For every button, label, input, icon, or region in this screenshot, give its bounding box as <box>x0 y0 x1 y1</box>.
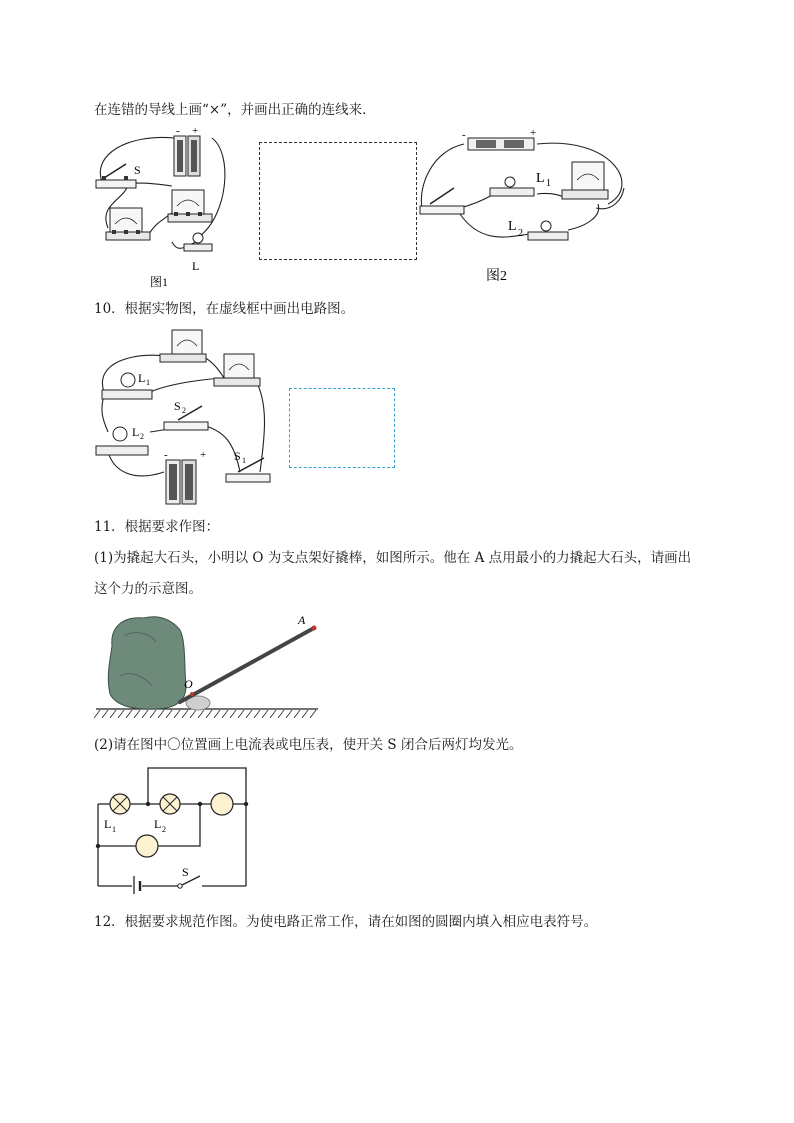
q10-s1-label: S <box>234 449 241 463</box>
q11-part1-line1: (1)为撬起大石头，小明以 O 为支点架好撬棒，如图所示。他在 A 点用最小的力撬起大石头，请画出 <box>94 550 692 566</box>
switch-icon <box>164 406 208 430</box>
fig1-switch-label: S <box>134 163 141 177</box>
q10-l1-sub: 1 <box>146 378 150 387</box>
q11-l2-label: L <box>154 817 162 831</box>
figure-2-circuit <box>412 126 638 286</box>
meter-icon <box>106 208 150 240</box>
switch-icon <box>96 164 136 188</box>
figure-1-circuit <box>88 124 238 292</box>
q10-minus-label: - <box>164 449 168 461</box>
lamp-l1-icon <box>110 794 130 814</box>
battery-icon <box>166 460 196 504</box>
q10-s2-label: S <box>174 399 181 413</box>
q11-l1-sub: 1 <box>112 825 116 834</box>
rock-icon <box>108 617 186 709</box>
meter-slot-right[interactable] <box>211 793 233 815</box>
battery-icon <box>468 138 534 150</box>
meter-icon <box>168 190 212 222</box>
q10-l2-sub: 2 <box>140 432 144 441</box>
switch-icon <box>420 188 464 214</box>
lamp-l2-icon <box>160 794 180 814</box>
fig1-minus-label: - <box>176 125 180 137</box>
meter-slot-middle[interactable] <box>136 835 158 857</box>
q11-circuit-diagram <box>94 764 254 894</box>
fig2-l2-label: L <box>508 219 517 234</box>
switch-icon <box>226 458 270 482</box>
meter-icon <box>160 330 206 362</box>
lamp-icon <box>490 177 534 196</box>
lever-figure <box>94 606 324 722</box>
q10-l1-label: L <box>138 371 146 385</box>
fig2-caption: 图2 <box>486 269 507 284</box>
q11-part2: (2)请在图中〇位置画上电流表或电压表，使开关 S 闭合后两灯均发光。 <box>94 737 523 753</box>
meter-icon <box>214 354 260 386</box>
lamp-icon <box>528 221 568 240</box>
lever-bar <box>180 628 314 702</box>
fig2-l1-label: L <box>536 171 545 186</box>
q10-answer-box[interactable] <box>289 388 395 468</box>
label-a: A <box>298 613 306 627</box>
fig1-caption: 图1 <box>150 275 169 289</box>
q11-l1-label: L <box>104 817 112 831</box>
q11-text: 11．根据要求作图： <box>94 519 220 535</box>
lamp-icon <box>184 233 212 251</box>
fig2-minus-label: - <box>462 129 466 141</box>
q12-text: 12．根据要求规范作图。为使电路正常工作，请在如图的圆圈内填入相应电表符号。 <box>94 914 598 930</box>
q11-part1-line2: 这个力的示意图。 <box>94 581 202 597</box>
q10-circuit-figure <box>94 322 274 508</box>
battery-icon <box>174 136 200 176</box>
q10-l2-label: L <box>132 425 140 439</box>
meter-icon <box>562 162 608 199</box>
q10-s2-sub: 2 <box>182 406 186 415</box>
q10-s1-sub: 1 <box>242 456 246 465</box>
label-o: O <box>184 677 193 691</box>
q10-plus-label: + <box>200 449 207 461</box>
q9-instruction: 在连错的导线上画“×”，并画出正确的连线来． <box>94 102 376 118</box>
switch-contact <box>178 884 182 888</box>
fig2-l2-sub: 2 <box>518 228 523 239</box>
q10-text: 10．根据实物图，在虚线框中画出电路图。 <box>94 301 355 317</box>
q11-switch-label: S <box>182 865 189 879</box>
fig2-l1-sub: 1 <box>546 178 551 189</box>
q11-l2-sub: 2 <box>162 825 166 834</box>
fig2-plus-label: + <box>530 127 537 139</box>
fig1-plus-label: + <box>192 125 199 137</box>
q9-answer-box[interactable] <box>259 142 417 260</box>
fig1-lamp-label: L <box>192 259 200 273</box>
